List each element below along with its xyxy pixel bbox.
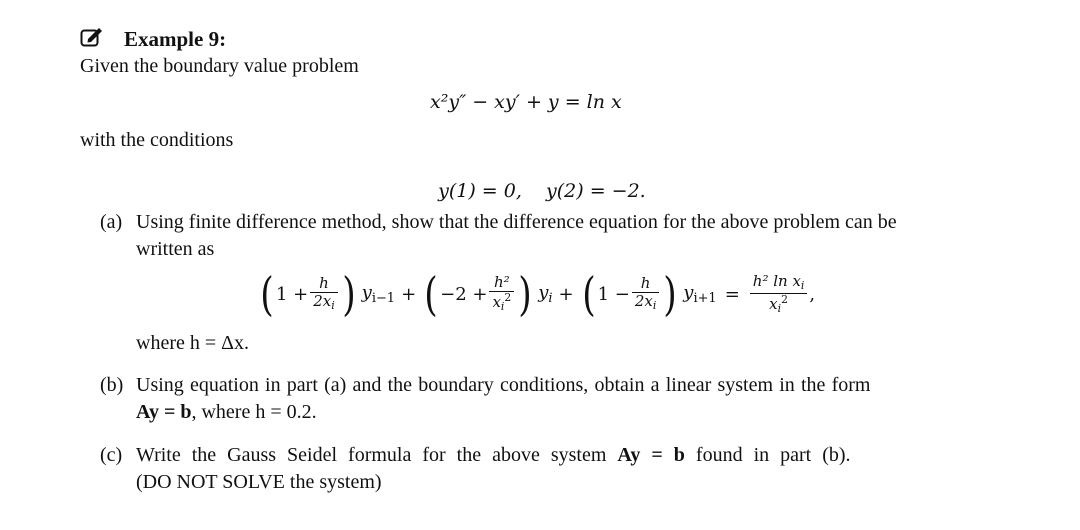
part-c-label: (c) (100, 444, 123, 466)
difference-equation: ( 1 + $\frac{h}{2x_i}$ ) $y_{i-1}$ + ( −2 + $\frac{\text{h²}}{x_i^2}$ ) $y_i$ + ( 1 − $\frac{h}{2x_i}$ ) $y_{i+1}$ = $\frac{h^2 \ln x_i}{x_i^2}$ , (260, 267, 816, 321)
part-b-label: (b) (100, 374, 124, 396)
rhs-fraction: $\frac{h^2 \ln x_i}{x_i^2}$ (750, 273, 808, 315)
fraction-h2-over-xi2: $\frac{\text{h²}}{x_i^2}$ (489, 274, 514, 314)
part-a-text-line2: written as (136, 238, 215, 260)
left-paren: ( (581, 267, 596, 321)
part-a-label: (a) (100, 211, 123, 233)
example-title: Example 9: (124, 27, 227, 51)
right-paren: ) (518, 267, 532, 321)
intro-text: Given the boundary value problem (80, 55, 359, 77)
part-a-text-line1: Using finite difference method, show that the difference equation for the above problem can be (136, 211, 897, 233)
edit-icon (80, 26, 104, 48)
fraction-h-over-2xi-b: $\frac{h}{2x_i}$ (632, 275, 659, 313)
boundary-conditions: y(1) = 0, y(2) = −2. (438, 180, 646, 202)
part-b-line2: Ay = b, where h = 0.2. (136, 401, 317, 423)
where-h-text: where h = Δx. (136, 332, 249, 354)
right-paren: ) (663, 267, 678, 321)
part-b-line1: Using equation in part (a) and the boundary conditions, obtain a linear system in the form (136, 374, 871, 396)
part-c-line1: Write the Gauss Seidel formula for the above system Ay = b found in part (b). (136, 444, 851, 466)
left-paren: ( (260, 267, 274, 321)
fraction-h-over-2xi: $\frac{h}{2x_i}$ (310, 275, 337, 313)
part-c-line2: (DO NOT SOLVE the system) (136, 471, 382, 493)
bvp-equation: x²y″ − xy′ + y = ln x (430, 91, 622, 113)
conditions-label: with the conditions (80, 129, 234, 151)
left-paren: ( (424, 267, 438, 321)
right-paren: ) (341, 267, 356, 321)
